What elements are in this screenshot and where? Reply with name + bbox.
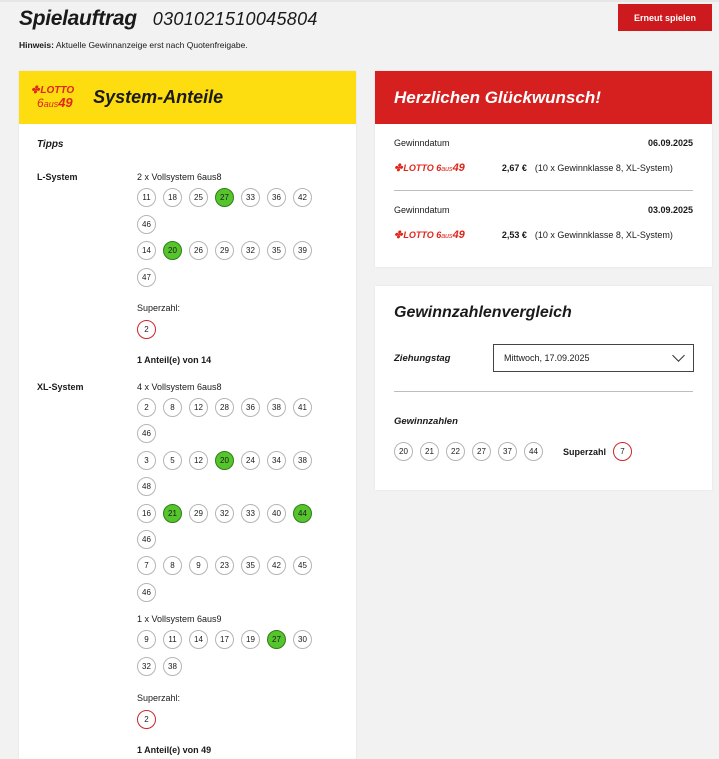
number-ball: 8 [163, 556, 182, 575]
number-ball: 14 [137, 241, 156, 260]
system-shares-title: System-Anteile [93, 87, 224, 107]
number-ball: 33 [241, 504, 260, 523]
logo-six: 6 [436, 230, 442, 240]
logo-aus: aus [441, 233, 453, 240]
logo-lotto-text: LOTTO [403, 163, 434, 173]
number-ball: 18 [163, 188, 182, 207]
xl-superzahl-ball: 2 [137, 710, 156, 729]
number-ball: 36 [241, 398, 260, 417]
draw-day-value: Mittwoch, 17.09.2025 [504, 353, 590, 363]
win-amount: 2,53 € [501, 230, 527, 240]
number-row [137, 530, 163, 549]
number-row [137, 556, 319, 575]
logo-49: 49 [58, 95, 73, 110]
draw-day-label: Ziehungstag [394, 353, 451, 364]
number-ball: 29 [189, 504, 208, 523]
number-ball: 32 [241, 241, 260, 260]
number-ball: 42 [267, 556, 286, 575]
number-ball: 3 [137, 451, 156, 470]
lotto-logo-small [394, 162, 465, 174]
tipps-label: Tipps [37, 139, 64, 150]
number-ball: 38 [293, 451, 312, 470]
winning-number-ball: 20 [394, 442, 413, 461]
winning-numbers [394, 442, 639, 461]
lotto-6aus49-logo [31, 86, 74, 109]
win-amount-row [394, 229, 693, 241]
number-row [137, 268, 163, 287]
winning-number-ball: 37 [498, 442, 517, 461]
number-ball: 38 [163, 657, 182, 676]
logo-lotto-text: LOTTO [403, 230, 434, 240]
number-ball: 11 [163, 630, 182, 649]
congrats-title: Herzlichen Glückwunsch! [394, 87, 601, 107]
number-ball-hit: 21 [163, 504, 182, 523]
number-ball: 30 [293, 630, 312, 649]
number-ball: 39 [293, 241, 312, 260]
system-shares-card [19, 71, 356, 759]
hint-label: Hinweis: [19, 40, 54, 50]
number-ball: 9 [137, 630, 156, 649]
l-system-desc: 2 x Vollsystem 6aus8 [137, 172, 222, 182]
comparison-title: Gewinnzahlenvergleich [394, 304, 572, 321]
page-heading: Spielauftrag [19, 7, 137, 30]
number-ball: 32 [215, 504, 234, 523]
number-row [137, 451, 319, 470]
superzahl-ball: 7 [613, 442, 632, 461]
number-ball: 38 [267, 398, 286, 417]
system-shares-header [19, 71, 356, 124]
win-divider [394, 190, 693, 191]
number-ball: 28 [215, 398, 234, 417]
number-ball: 11 [137, 188, 156, 207]
number-ball: 7 [137, 556, 156, 575]
logo-lotto-text: LOTTO [40, 85, 75, 96]
number-row [137, 215, 163, 234]
clover-icon: ✤ [31, 85, 40, 96]
hint-message: Aktuelle Gewinnanzeige erst nach Quotenfreigabe. [53, 40, 248, 50]
win-date-row [394, 205, 693, 215]
number-ball: 40 [267, 504, 286, 523]
number-ball: 12 [189, 398, 208, 417]
number-ball: 35 [241, 556, 260, 575]
number-ball: 29 [215, 241, 234, 260]
clover-icon: ✤ [394, 230, 403, 241]
win-detail: (10 x Gewinnklasse 8, XL-System) [534, 163, 673, 173]
number-ball: 41 [293, 398, 312, 417]
logo-aus: aus [43, 99, 59, 109]
winning-number-ball: 21 [420, 442, 439, 461]
l-system-label: L-System [37, 172, 78, 182]
number-ball: 24 [241, 451, 260, 470]
xl-system-desc2: 1 x Vollsystem 6aus9 [137, 614, 222, 624]
page-title [19, 7, 318, 31]
number-ball: 36 [267, 188, 286, 207]
win-detail: (10 x Gewinnklasse 8, XL-System) [534, 230, 673, 240]
win-date-label: Gewinndatum [394, 138, 450, 148]
number-row [137, 477, 163, 496]
number-ball: 2 [137, 398, 156, 417]
winning-number-ball: 44 [524, 442, 543, 461]
order-number: 0301021510045804 [152, 9, 318, 29]
top-divider [0, 0, 719, 2]
number-ball: 48 [137, 477, 156, 496]
number-row [137, 398, 319, 417]
number-ball-hit: 44 [293, 504, 312, 523]
number-ball: 34 [267, 451, 286, 470]
congrats-card [375, 71, 712, 267]
number-row [137, 630, 319, 649]
number-ball: 46 [137, 530, 156, 549]
number-ball: 33 [241, 188, 260, 207]
xl-system-share: 1 Anteil(e) von 49 [137, 745, 212, 755]
win-date: 03.09.2025 [647, 205, 693, 215]
win-date-row [394, 138, 693, 148]
l-superzahl-ball: 2 [137, 320, 156, 339]
winning-numbers-label: Gewinnzahlen [394, 416, 458, 427]
logo-49: 49 [452, 162, 465, 174]
lotto-logo-small [394, 229, 465, 241]
superzahl-label: Superzahl [563, 446, 607, 457]
number-ball-hit: 27 [267, 630, 286, 649]
logo-six: 6 [436, 163, 442, 173]
draw-day-select[interactable] [493, 344, 694, 372]
xl-system-desc1: 4 x Vollsystem 6aus8 [137, 382, 222, 392]
xl-superzahl-label: Superzahl: [137, 693, 181, 703]
number-row [137, 188, 319, 207]
number-ball: 14 [189, 630, 208, 649]
number-ball: 12 [189, 451, 208, 470]
winning-number-ball: 22 [446, 442, 465, 461]
congrats-header [375, 71, 712, 124]
number-ball: 46 [137, 215, 156, 234]
number-ball: 45 [293, 556, 312, 575]
hint-text [19, 40, 248, 50]
compare-divider [394, 391, 693, 392]
number-ball: 16 [137, 504, 156, 523]
number-ball: 8 [163, 398, 182, 417]
number-ball-hit: 27 [215, 188, 234, 207]
number-ball: 46 [137, 583, 156, 602]
play-again-button[interactable]: Erneut spielen [618, 4, 712, 31]
number-ball: 35 [267, 241, 286, 260]
number-row [137, 657, 189, 676]
number-ball-hit: 20 [215, 451, 234, 470]
number-ball: 23 [215, 556, 234, 575]
chevron-down-icon [672, 349, 685, 362]
win-date-label: Gewinndatum [394, 205, 450, 215]
number-ball-hit: 20 [163, 241, 182, 260]
number-ball: 19 [241, 630, 260, 649]
number-row [137, 583, 163, 602]
number-ball: 42 [293, 188, 312, 207]
clover-icon: ✤ [394, 163, 403, 174]
winning-number-ball: 27 [472, 442, 491, 461]
number-ball: 17 [215, 630, 234, 649]
number-row [137, 424, 163, 443]
win-date: 06.09.2025 [647, 138, 693, 148]
number-ball: 5 [163, 451, 182, 470]
l-superzahl-label: Superzahl: [137, 303, 181, 313]
l-system-share: 1 Anteil(e) von 14 [137, 355, 212, 365]
number-ball: 26 [189, 241, 208, 260]
number-ball: 25 [189, 188, 208, 207]
number-ball: 32 [137, 657, 156, 676]
number-ball: 46 [137, 424, 156, 443]
logo-six: 6 [37, 96, 44, 110]
logo-aus: aus [441, 166, 453, 173]
comparison-card [375, 286, 712, 490]
number-ball: 47 [137, 268, 156, 287]
xl-system-label: XL-System [37, 382, 84, 392]
logo-49: 49 [452, 229, 465, 241]
win-amount-row [394, 162, 693, 174]
number-row [137, 504, 319, 523]
number-row [137, 241, 319, 260]
win-amount: 2,67 € [501, 163, 527, 173]
number-ball: 9 [189, 556, 208, 575]
